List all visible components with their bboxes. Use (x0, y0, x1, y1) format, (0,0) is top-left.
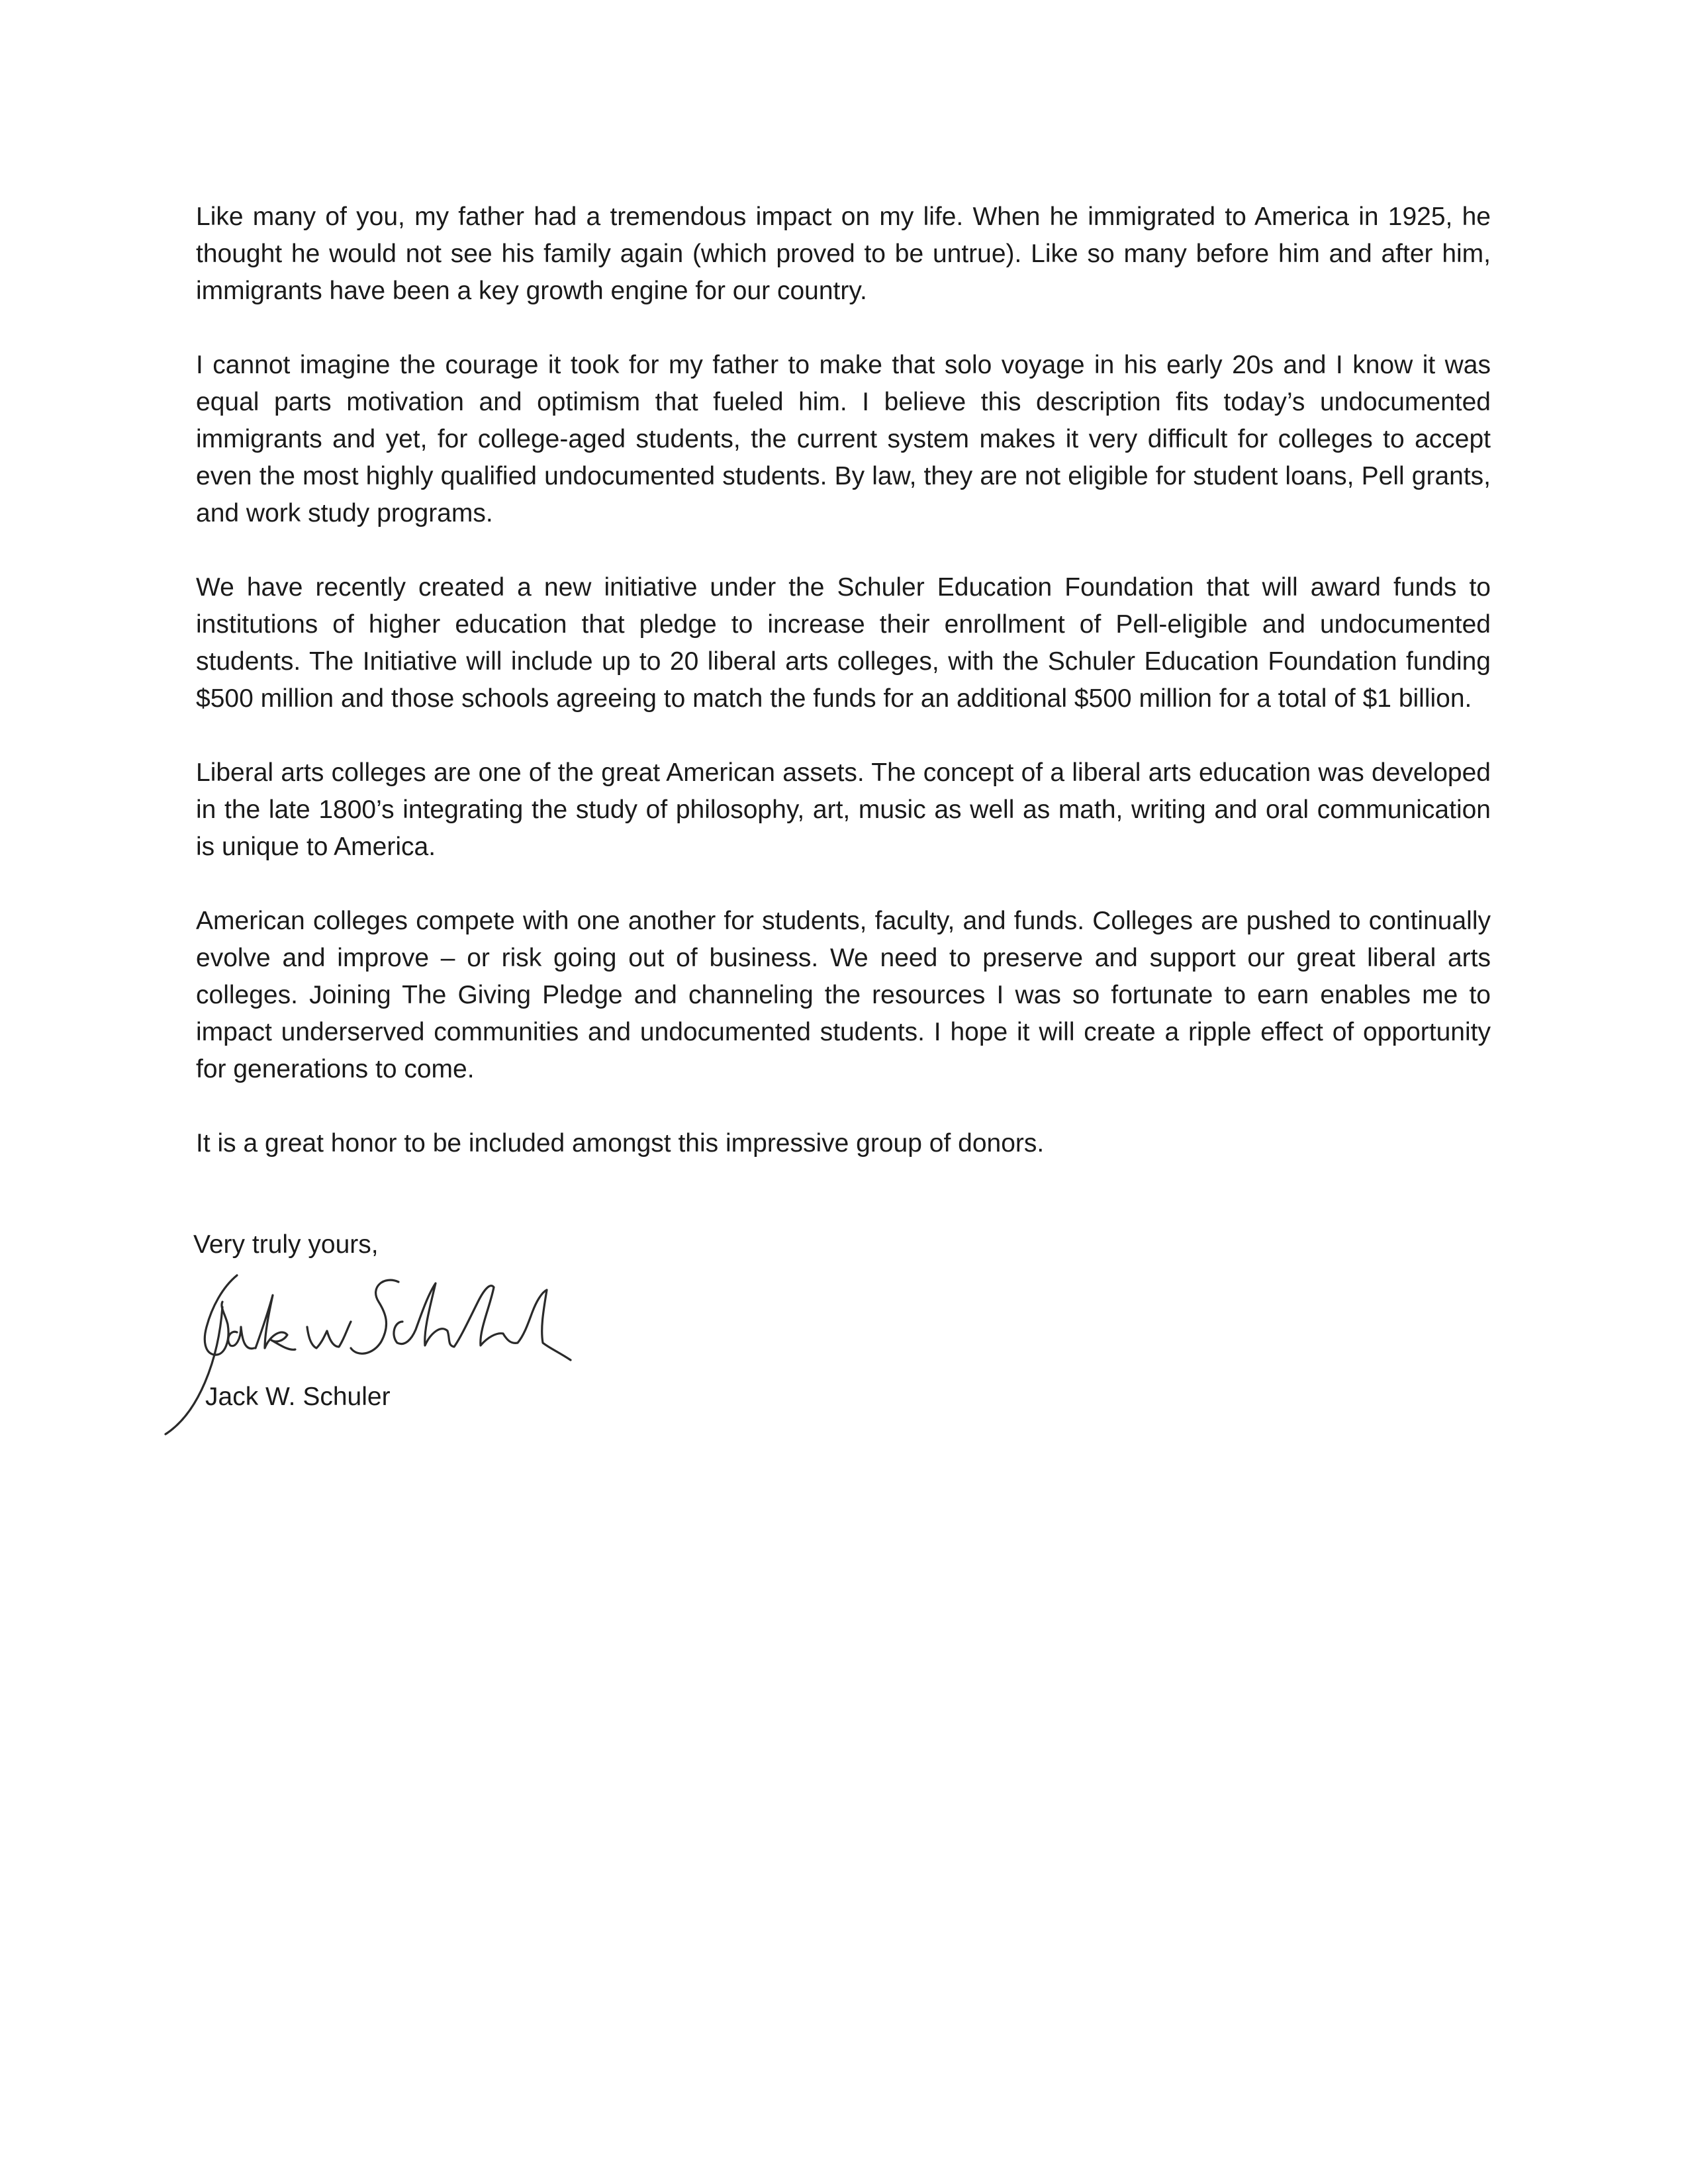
paragraph-liberal-arts: Liberal arts colleges are one of the great American assets. The concept of a liberal arts education was developed in the late 1800’s integrating the study of philosophy, art, music as well as math, writing and oral communication is unique to America. (196, 758, 1491, 861)
closing-line: Very truly yours, (193, 1230, 379, 1259)
signer-name: Jack W. Schuler (205, 1383, 391, 1411)
paragraph-courage: I cannot imagine the courage it took for my father to make that solo voyage in his early 20s and I know it was equal parts motivation and optimism that fueled him. I believe this description fits today’s undocumented immigrants and yet, for college-aged students, the current system makes it very difficult for colleges to accept even the most highly qualified undocumented students. By law, they are not eligible for student loans, Pell grants, and work study programs. (196, 351, 1491, 527)
paragraph-father-impact: Like many of you, my father had a tremendous impact on my life. When he immigrated to America in 1925, he thought he would not see his family again (which proved to be untrue). Like so many before him and after him, immigrants have been a key growth engine for our country. (196, 203, 1491, 305)
letter-body (196, 199, 1491, 1199)
paragraph-colleges-compete: American colleges compete with one another for students, faculty, and funds. Colleges are pushed to continually evolve and improve – or risk going out of business. We need to preserve and support our great liberal arts colleges. Joining The Giving Pledge and channeling the resources I was so fortunate to earn enables me to impact underserved communities and undocumented students. I hope it will create a ripple effect of opportunity for generations to come. (196, 907, 1491, 1083)
paragraph-initiative: We have recently created a new initiative under the Schuler Education Foundation that will award funds to institutions of higher education that pledge to increase their enrollment of Pell-eligible and undocumented students. The Initiative will include up to 20 liberal arts colleges, with the Schuler Education Foundation funding $500 million and those schools agreeing to match the funds for an additional $500 million for a total of $1 billion. (196, 573, 1491, 713)
paragraph-honor: It is a great honor to be included amongst this impressive group of donors. (196, 1129, 1045, 1158)
